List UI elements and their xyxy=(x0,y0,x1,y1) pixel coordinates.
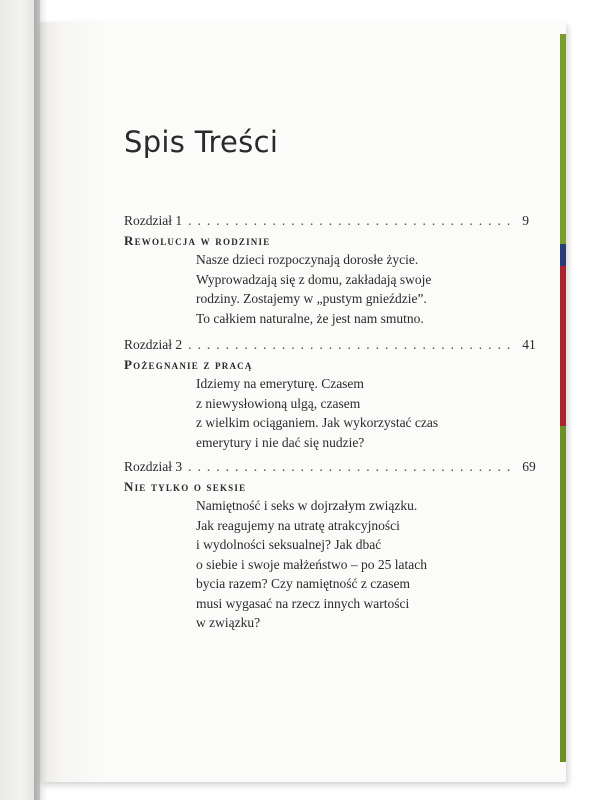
cover-edge-strip xyxy=(560,34,566,762)
page-number: 69 xyxy=(522,459,536,474)
description-line: To całkiem naturalne, że jest nam smutno. xyxy=(196,310,424,326)
description-line: Namiętność i seks w dojrzałym związku. xyxy=(196,498,418,513)
toc-entry-2 xyxy=(124,337,536,452)
toc-entry-1 xyxy=(124,213,529,328)
chapter-line xyxy=(124,459,536,475)
chapter-line xyxy=(124,213,529,229)
description-line: emerytury i nie dać się nudzie? xyxy=(196,434,365,450)
page-number: 9 xyxy=(522,213,529,228)
previous-page-text-fragments xyxy=(2,90,38,121)
chapter-description xyxy=(196,250,462,328)
description-line: z niewysłowioną ulgą, czasem xyxy=(196,395,361,411)
toc-entry-3 xyxy=(124,459,536,633)
description-line: rodziny. Zostajemy w „pustym gnieździe”. xyxy=(196,291,427,306)
chapter-description xyxy=(196,374,462,452)
description-line: Idziemy na emeryturę. Czasem xyxy=(196,376,364,391)
book-gutter-shadow xyxy=(34,0,48,800)
leader-dots: ................................... xyxy=(188,337,517,352)
chapter-label: Rozdział 2 xyxy=(124,337,183,352)
leader-dots: ................................... xyxy=(188,459,517,474)
chapter-title: Rewolucja w rodzinie xyxy=(124,233,271,248)
page-number: 41 xyxy=(522,337,536,352)
description-line: Jak reagujemy na utratę atrakcyjności xyxy=(196,517,400,533)
description-line: z wielkim ociąganiem. Jak wykorzystać czas xyxy=(196,415,439,430)
description-line: i wydolności seksualnej? Jak dbać xyxy=(196,537,382,552)
chapter-title: Nie tylko o seksie xyxy=(124,479,247,494)
description-line: Nasze dzieci rozpoczynają dorosłe życie. xyxy=(196,252,419,267)
chapter-line xyxy=(124,337,536,353)
chapter-label: Rozdział 1 xyxy=(124,213,183,228)
leader-dots: ................................... xyxy=(188,213,517,228)
description-line: bycia razem? Czy namiętność z czasem xyxy=(196,576,411,591)
description-line: Wyprowadzają się z domu, zakładają swoje xyxy=(196,271,432,287)
page-title: Spis Treści xyxy=(124,125,279,159)
description-line: musi wygasać na rzecz innych wartości xyxy=(196,595,410,611)
chapter-description xyxy=(196,496,462,633)
chapter-label: Rozdział 3 xyxy=(124,459,183,474)
description-line: o siebie i swoje małżeństwo – po 25 latach xyxy=(196,556,427,572)
chapter-title: Pożegnanie z pracą xyxy=(124,357,253,372)
description-line: w związku? xyxy=(196,615,261,630)
